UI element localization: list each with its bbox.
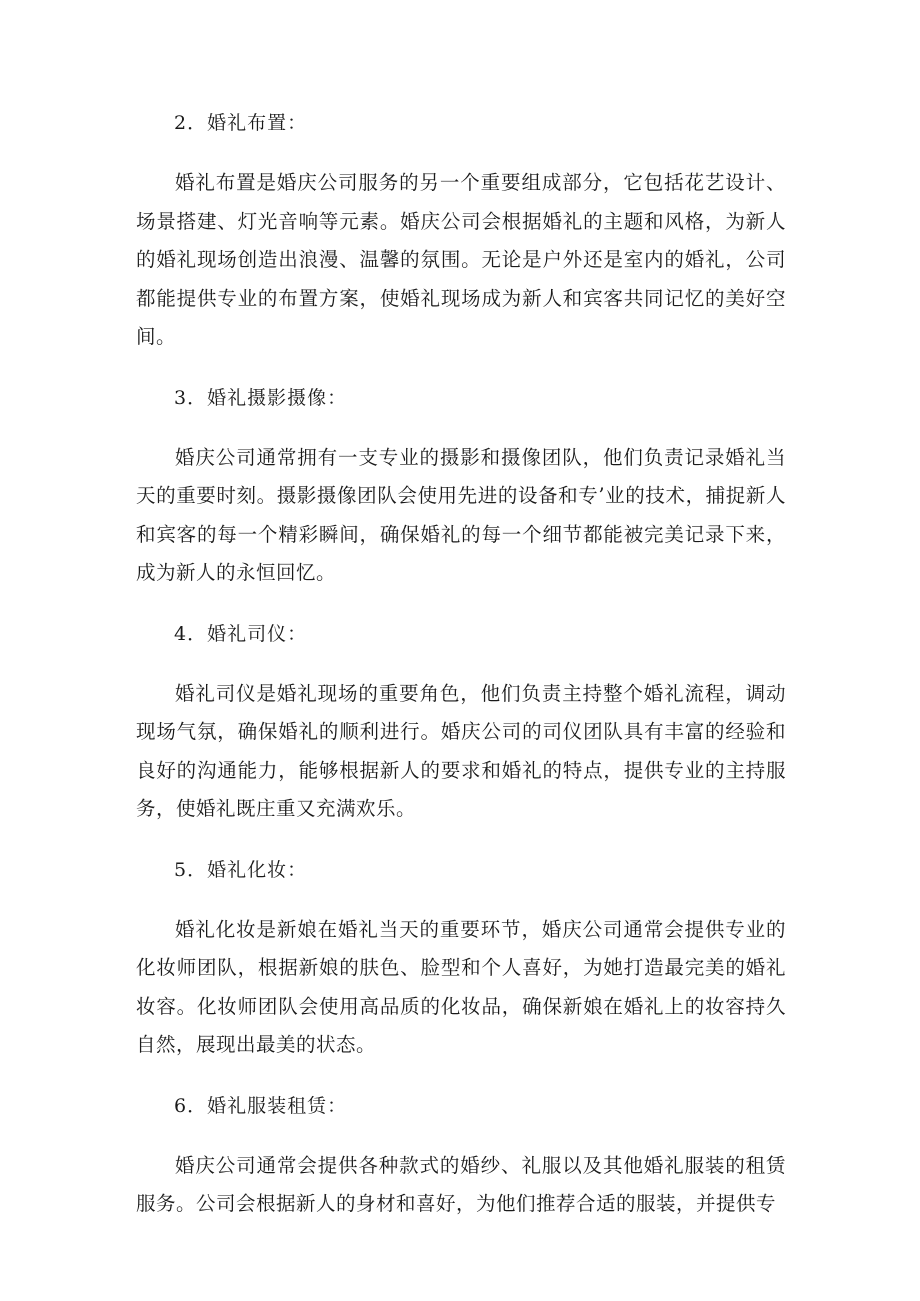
section-heading: 5．婚礼化妆：	[174, 858, 308, 881]
section-paragraph: 婚礼布置是婚庆公司服务的另一个重要组成部分，它包括花艺设计、场景搭建、灯光音响等元素。婚庆公司会根据婚礼的主题和风格，为新人的婚礼现场创造出浪漫、温馨的氛围。无论是户外还是室内的婚礼，公司都能提供专业的布置方案，使婚礼现场成为新人和宾客共同记忆的美好空间。	[136, 171, 786, 348]
section-heading: 3．婚礼摄影摄像：	[174, 386, 348, 409]
section-heading: 6．婚礼服装租赁：	[174, 1094, 348, 1117]
section-wedding-photography	[136, 379, 786, 593]
document-body	[136, 104, 786, 1246]
section-paragraph: 婚庆公司通常会提供各种款式的婚纱、礼服以及其他婚礼服装的租赁服务。公司会根据新人的身材和喜好，为他们推荐合适的服装，并提供专	[136, 1153, 786, 1215]
section-wedding-attire-rental	[136, 1087, 786, 1224]
section-wedding-host	[136, 615, 786, 829]
section-paragraph: 婚庆公司通常拥有一支专业的摄影和摄像团队，他们负责记录婚礼当天的重要时刻。摄影摄像团队会使用先进的设备和专’业的技术，捕捉新人和宾客的每一个精彩瞬间，确保婚礼的每一个细节都能被完美记录下来，成为新人的永恒回忆。	[136, 445, 786, 584]
section-paragraph: 婚礼司仪是婚礼现场的重要角色，他们负责主持整个婚礼流程，调动现场气氛，确保婚礼的顺利进行。婚庆公司的司仪团队具有丰富的经验和良好的沟通能力，能够根据新人的要求和婚礼的特点，提供专业的主持服务，使婚礼既庄重又充满欢乐。	[136, 681, 786, 820]
section-wedding-decoration	[136, 104, 786, 357]
section-wedding-makeup	[136, 851, 786, 1065]
section-paragraph: 婚礼化妆是新娘在婚礼当天的重要环节，婚庆公司通常会提供专业的化妆师团队，根据新娘的肤色、脸型和个人喜好，为她打造最完美的婚礼妆容。化妆师团队会使用高品质的化妆品，确保新娘在婚礼上的妆容持久自然，展现出最美的状态。	[136, 917, 786, 1056]
section-heading: 2．婚礼布置：	[174, 112, 308, 134]
section-heading: 4．婚礼司仪：	[174, 622, 308, 645]
